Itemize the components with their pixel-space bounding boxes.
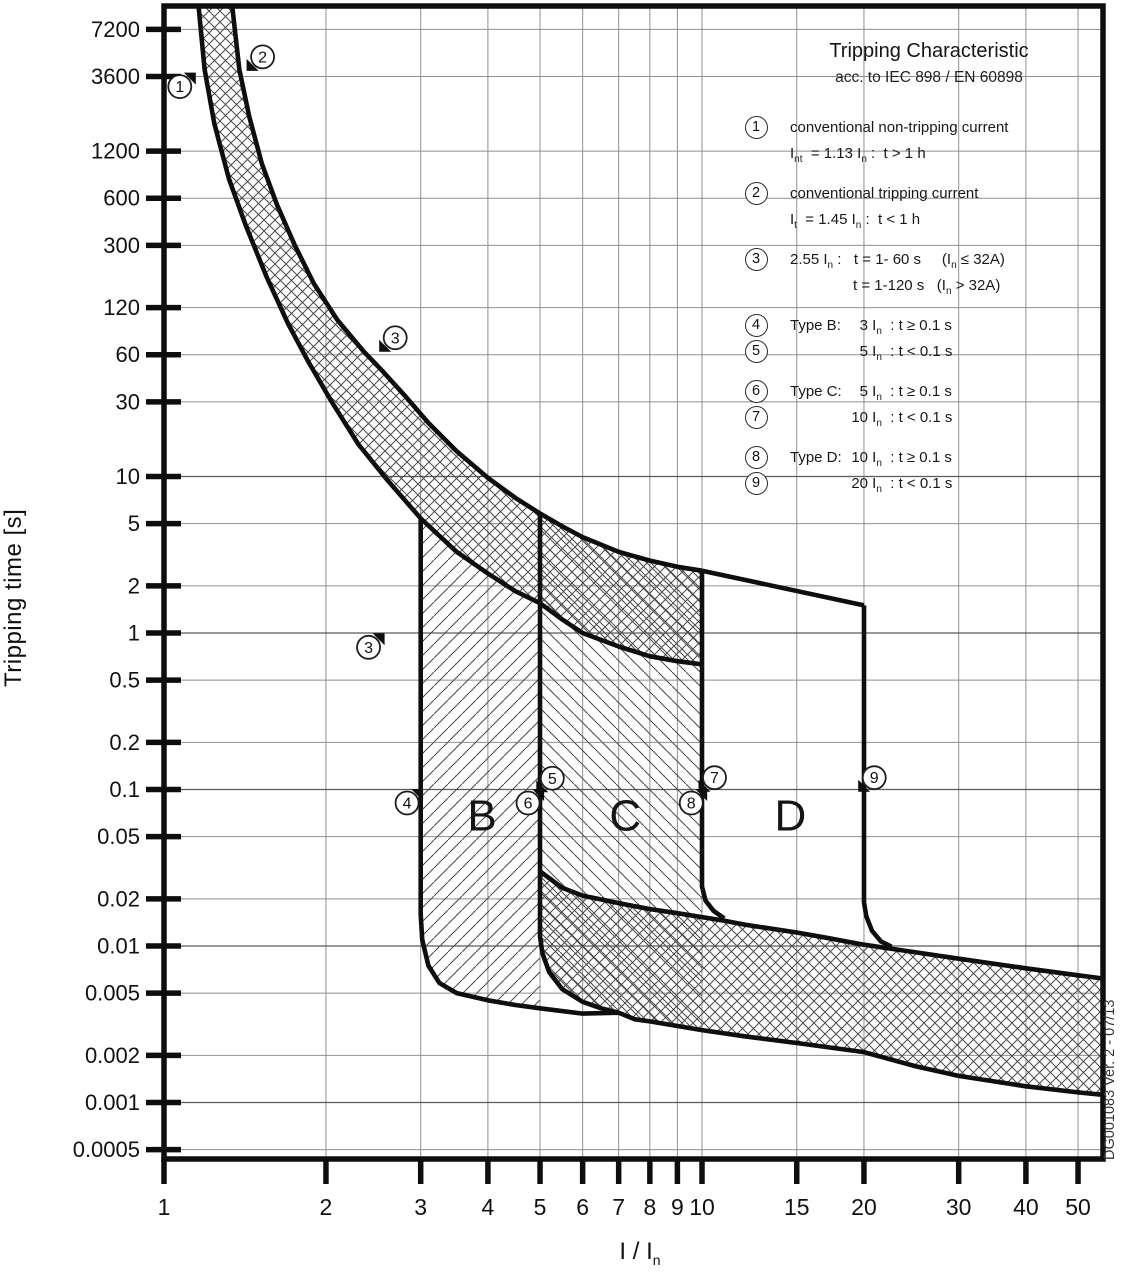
legend-text-segment: n (945, 286, 952, 297)
x-tick-label: 30 (945, 1194, 972, 1220)
legend-type-label: Type C: (790, 383, 842, 400)
y-tick-label: 0.005 (84, 980, 140, 1006)
legend-text-segment: 10 (851, 409, 868, 426)
legend-row (733, 379, 1125, 431)
legend-marker-number-8: 8 (745, 446, 768, 469)
legend (733, 115, 1125, 497)
legend-line (790, 115, 1125, 141)
legend-text-segment: 20 (851, 475, 868, 492)
legend-text-segment: n (876, 418, 882, 429)
x-tick-label: 5 (533, 1194, 547, 1220)
curve-d-top (702, 571, 864, 606)
legend-text-segment: I (868, 449, 877, 466)
legend-marker-number-7: 7 (745, 406, 768, 429)
legend-text-segment: : t < 1 h (861, 211, 921, 228)
x-tick-label: 3 (414, 1194, 428, 1220)
legend-text-segment: : t < 0.1 s (881, 409, 953, 426)
chart-subtitle: acc. to IEC 898 / EN 60898 (835, 69, 1023, 86)
x-axis-title-main: I / I (619, 1238, 653, 1265)
legend-row (733, 313, 1125, 365)
legend-text-segment: I (790, 211, 795, 228)
legend-text-segment: : t ≥ 0.1 s (881, 449, 952, 466)
legend-circles (733, 445, 779, 497)
legend-type-label: Type B: (790, 317, 841, 334)
y-axis-title: Tripping time [s] (0, 508, 27, 688)
legend-text-segment: I (868, 317, 877, 334)
y-tick-label: 0.001 (84, 1090, 140, 1115)
document-watermark: DG001083 Ver. 2 - 07/13 (1102, 999, 1118, 1160)
legend-text-segment: : t < 0.1 s (881, 475, 953, 492)
y-tick-label: 0.0005 (72, 1137, 140, 1163)
y-tick-label: 600 (103, 185, 140, 211)
region-label-B: B (467, 791, 497, 841)
legend-circles (733, 313, 779, 365)
legend-text-segment: I (868, 383, 877, 400)
legend-line (790, 141, 1125, 167)
legend-text-segment: : t ≥ 0.1 s (881, 383, 952, 400)
y-tick-label: 1 (127, 620, 140, 646)
legend-circles (733, 115, 779, 167)
x-axis-title (555, 1238, 725, 1268)
region-label-D: D (774, 791, 807, 841)
x-tick-label: 10 (689, 1194, 715, 1220)
legend-text-segment: n (861, 154, 867, 165)
x-tick-label: 20 (851, 1194, 877, 1220)
y-tick-label: 0.01 (97, 933, 140, 959)
legend-line (843, 339, 1125, 365)
marker-number: 6 (523, 795, 533, 813)
legend-row (733, 181, 1125, 233)
legend-row-body (779, 181, 1125, 233)
legend-text-segment: 2.55 I (790, 251, 828, 268)
legend-marker-number-3: 3 (745, 248, 768, 271)
y-tick-label: 0.1 (109, 777, 140, 802)
legend-row (733, 247, 1125, 299)
legend-text-segment: conventional non-tripping current (790, 119, 1009, 136)
legend-text-segment: n (951, 260, 957, 271)
legend-line (843, 471, 1125, 497)
y-tick-label: 1200 (91, 138, 140, 164)
marker-number: 2 (258, 49, 268, 67)
legend-marker-number-4: 4 (745, 314, 768, 337)
y-tick-label: 0.2 (109, 729, 140, 755)
region-label-C: C (609, 791, 642, 841)
y-tick-label: 30 (115, 389, 140, 415)
x-tick-label: 6 (576, 1194, 590, 1220)
legend-row-body (843, 445, 1125, 497)
legend-text-segment: I (868, 409, 877, 426)
chart-marker-3 (357, 633, 385, 659)
legend-type-label: Type D: (790, 449, 842, 466)
x-tick-label: 1 (157, 1194, 171, 1220)
legend-text-segment: t (794, 220, 797, 231)
legend-text-segment: : t > 1 h (866, 145, 926, 162)
legend-text-segment: n (855, 220, 862, 231)
marker-number: 9 (869, 770, 879, 788)
legend-text-segment: = 1.13 I (802, 145, 862, 162)
y-tick-label: 0.02 (97, 886, 140, 912)
legend-marker-number-2: 2 (745, 182, 768, 205)
y-tick-label: 120 (103, 295, 140, 321)
legend-line (790, 207, 1125, 233)
legend-line (843, 313, 1125, 339)
legend-row-body (779, 247, 1125, 299)
legend-line (790, 247, 1125, 273)
y-tick-label: 0.002 (84, 1042, 140, 1068)
legend-marker-number-1: 1 (745, 116, 768, 139)
legend-line (790, 273, 1125, 299)
legend-panel (733, 40, 1125, 511)
marker-number: 4 (402, 795, 412, 813)
legend-marker-number-5: 5 (745, 340, 768, 363)
marker-number: 7 (710, 770, 719, 788)
marker-number: 8 (686, 795, 696, 813)
legend-row (733, 115, 1125, 167)
x-tick-label: 15 (783, 1194, 810, 1220)
legend-row-body (779, 115, 1125, 167)
legend-text-segment: 5 (859, 343, 868, 360)
x-tick-label: 8 (643, 1194, 657, 1220)
legend-text-segment: 10 (851, 449, 868, 466)
legend-text-segment: I (868, 475, 877, 492)
x-axis-title-sub: n (652, 1251, 661, 1268)
y-tick-label: 5 (127, 511, 140, 537)
y-tick-label: 3600 (91, 63, 140, 89)
legend-circles (733, 181, 779, 233)
legend-text-segment: : t ≥ 0.1 s (881, 317, 952, 334)
legend-circles (733, 247, 779, 299)
y-tick-label: 0.5 (109, 667, 140, 693)
chart-marker-3 (379, 326, 407, 352)
legend-text-segment: t = 1-120 s (I (853, 277, 946, 294)
legend-row-body (843, 379, 1125, 431)
curve-d-left (702, 571, 724, 919)
legend-line (790, 181, 1125, 207)
legend-row (733, 445, 1125, 497)
x-tick-label: 7 (612, 1194, 626, 1220)
y-tick-label: 0.05 (97, 824, 140, 850)
legend-row-body (843, 313, 1125, 365)
marker-number: 3 (364, 639, 374, 657)
legend-text-segment: I (868, 343, 877, 360)
legend-line (843, 445, 1125, 471)
x-tick-label: 40 (1013, 1194, 1039, 1220)
legend-text-segment: n (876, 352, 882, 363)
x-tick-label: 2 (319, 1194, 333, 1220)
x-tick-label: 4 (481, 1194, 495, 1220)
legend-text-segment: 3 (859, 317, 868, 334)
x-tick-label: 9 (670, 1194, 684, 1220)
chart-marker-2 (247, 45, 274, 71)
legend-text-segment: = 1.45 I (796, 211, 856, 228)
legend-text-segment: : t = 1- 60 s (I (833, 251, 952, 268)
marker-number: 1 (175, 79, 185, 97)
legend-text-segment: 5 (859, 383, 868, 400)
legend-circles (733, 379, 779, 431)
legend-text-segment: conventional tripping current (790, 185, 979, 202)
legend-text-segment: n (876, 458, 882, 469)
y-tick-label: 300 (103, 232, 140, 258)
legend-text-segment: n (876, 392, 882, 403)
legend-marker-number-9: 9 (745, 472, 768, 495)
legend-marker-number-6: 6 (745, 380, 768, 403)
legend-line (843, 405, 1125, 431)
legend-text-segment: n (827, 260, 834, 271)
legend-text-segment: n (876, 484, 882, 495)
y-tick-label: 10 (115, 464, 140, 489)
marker-number: 5 (547, 770, 557, 788)
legend-line (843, 379, 1125, 405)
legend-text-segment: I (790, 145, 795, 162)
y-tick-label: 2 (127, 573, 140, 599)
x-tick-label: 50 (1065, 1194, 1091, 1220)
legend-text-segment: > 32A) (951, 277, 1001, 294)
legend-text-segment: nt (794, 154, 803, 165)
y-tick-label: 60 (115, 342, 140, 368)
y-tick-label: 7200 (91, 16, 140, 42)
legend-text-segment: n (876, 326, 882, 337)
marker-number: 3 (390, 330, 400, 348)
chart-title: Tripping Characteristic (829, 40, 1029, 62)
legend-text-segment: : t < 0.1 s (881, 343, 953, 360)
legend-text-segment: ≤ 32A) (956, 251, 1005, 268)
